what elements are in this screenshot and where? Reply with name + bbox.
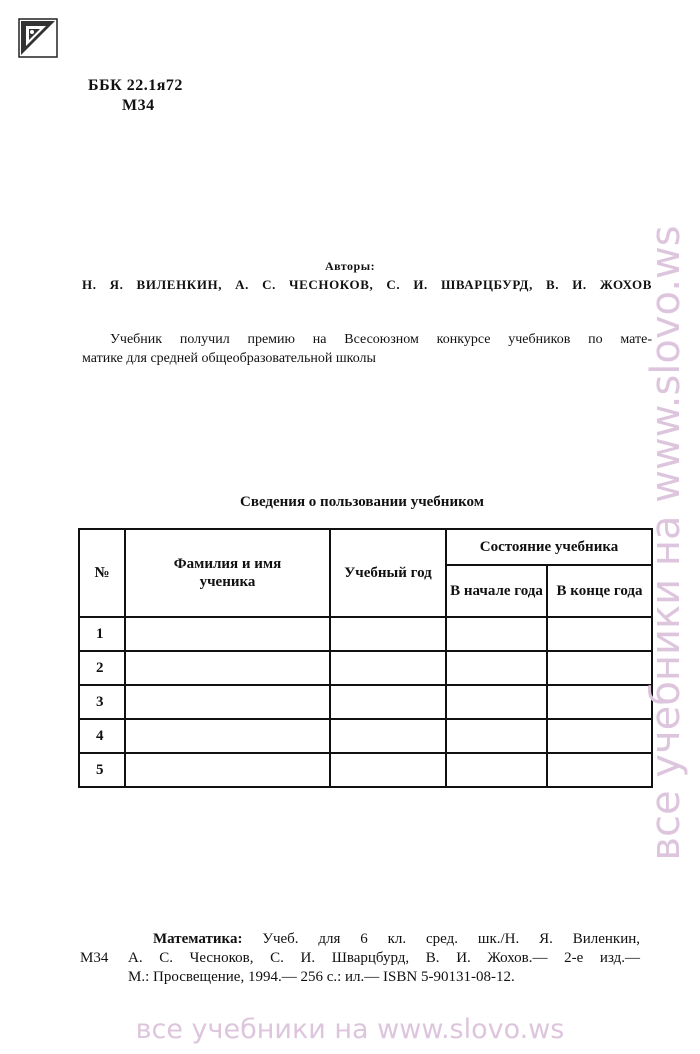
vertical-watermark: все учебники на www.slovo.ws xyxy=(643,225,689,861)
table-row xyxy=(79,651,652,685)
header-year: Учебный год xyxy=(330,529,446,617)
header-condition-start: В начале года xyxy=(446,565,547,617)
usage-table-title: Сведения о пользовании учебником xyxy=(240,494,484,510)
catalog-line-2 xyxy=(80,949,640,968)
catalog-line-1 xyxy=(80,930,640,949)
table-row xyxy=(79,617,652,651)
catalog-entry xyxy=(80,930,640,987)
end-condition-cell xyxy=(547,651,652,685)
authors-label: Авторы: xyxy=(324,259,376,273)
bbk-code: ББК 22.1я72 xyxy=(88,77,183,94)
name-cell xyxy=(125,685,330,719)
name-cell xyxy=(125,719,330,753)
row-number: 3 xyxy=(79,685,125,719)
name-cell xyxy=(125,617,330,651)
prize-note-line-1: Учебник получил премию на Всесоюзном конкурсе учебников по мате- xyxy=(110,332,652,347)
year-cell xyxy=(330,685,446,719)
corner-ornament-icon xyxy=(18,18,58,58)
usage-table xyxy=(78,528,653,788)
year-cell xyxy=(330,617,446,651)
catalog-line-1-rest: Учеб. для 6 кл. сред. шк./Н. Я. Виленкин, xyxy=(262,931,641,947)
start-condition-cell xyxy=(446,685,547,719)
catalog-code: М34 xyxy=(80,950,109,966)
header-condition-end: В конце года xyxy=(547,565,652,617)
start-condition-cell xyxy=(446,617,547,651)
prize-note xyxy=(82,330,652,368)
row-number: 1 xyxy=(79,617,125,651)
header-number: № xyxy=(79,529,125,617)
year-cell xyxy=(330,651,446,685)
table-row xyxy=(79,753,652,787)
end-condition-cell xyxy=(547,753,652,787)
table-header-row xyxy=(79,529,652,565)
year-cell xyxy=(330,753,446,787)
catalog-line-2-text: А. С. Чесноков, С. И. Шварцбурд, В. И. Жохов.— 2-е изд.— xyxy=(128,950,640,966)
row-number: 4 xyxy=(79,719,125,753)
catalog-line-3: М.: Просвещение, 1994.— 256 с.: ил.— ISBN 5-90131-08-12. xyxy=(128,969,515,985)
header-condition: Состояние учебника xyxy=(446,529,652,565)
end-condition-cell xyxy=(547,685,652,719)
year-cell xyxy=(330,719,446,753)
end-condition-cell xyxy=(547,617,652,651)
row-number: 5 xyxy=(79,753,125,787)
prize-note-line-2: матике для средней общеобразовательной школы xyxy=(82,351,376,366)
row-number: 2 xyxy=(79,651,125,685)
name-cell xyxy=(125,651,330,685)
start-condition-cell xyxy=(446,753,547,787)
catalog-title: Математика: xyxy=(153,931,243,947)
name-cell xyxy=(125,753,330,787)
header-name: Фамилия и имя ученика xyxy=(125,529,330,617)
end-condition-cell xyxy=(547,719,652,753)
authors-names: Н. Я. ВИЛЕНКИН, А. С. ЧЕСНОКОВ, С. И. ШВАРЦБУРД, В. И. ЖОХОВ xyxy=(82,277,652,292)
classification-block xyxy=(88,76,183,116)
table-row xyxy=(79,685,652,719)
bottom-watermark-link[interactable]: все учебники на www.slovo.ws xyxy=(135,1014,565,1045)
start-condition-cell xyxy=(446,651,547,685)
start-condition-cell xyxy=(446,719,547,753)
author-mark-code: М34 xyxy=(122,97,155,114)
table-row xyxy=(79,719,652,753)
